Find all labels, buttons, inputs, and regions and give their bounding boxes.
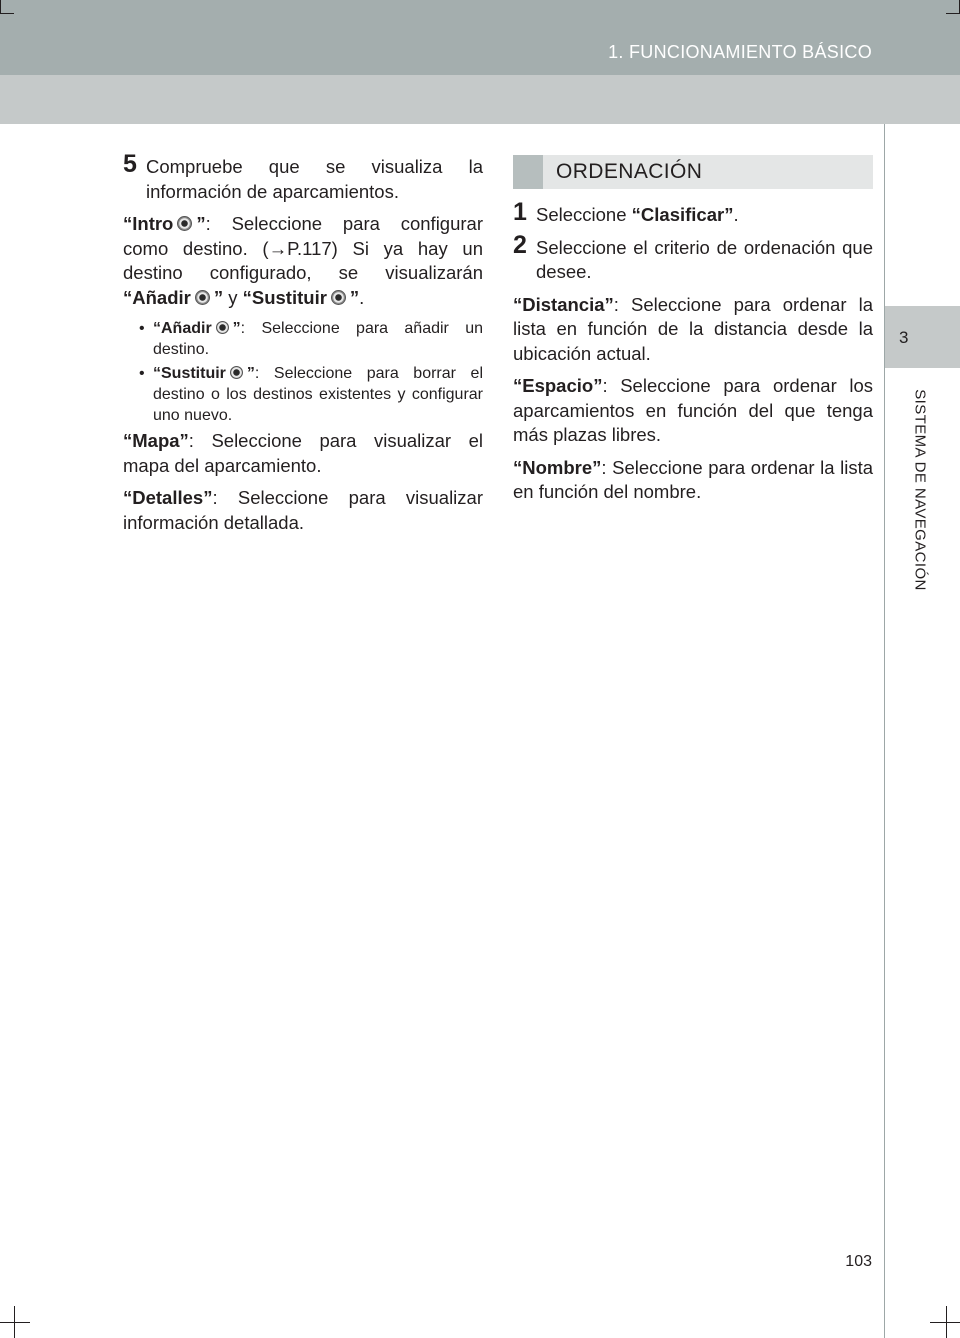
mapa-paragraph	[123, 429, 483, 478]
clasificar-label: “Clasificar”	[631, 204, 734, 225]
crop-mark	[946, 13, 960, 14]
intro-label: “Intro	[123, 213, 174, 234]
espacio-label: “Espacio”	[513, 375, 603, 396]
header-dark-strip	[0, 0, 960, 75]
crop-mark	[0, 1322, 30, 1323]
detalles-text: : Seleccione para visualizar información detallada.	[123, 487, 483, 533]
espacio-paragraph	[513, 374, 873, 448]
bullet-text: : Seleccione para borrar el destino o los destinos existentes y configurar uno nuevo.	[153, 365, 483, 424]
mapa-label: “Mapa”	[123, 430, 189, 451]
detalles-paragraph	[123, 486, 483, 535]
anadir-label: “Añadir	[123, 286, 191, 308]
section-header-title: 1. FUNCIONAMIENTO BÁSICO	[608, 42, 872, 62]
mapa-text: : Seleccione para visualizar el mapa del aparcamiento.	[123, 430, 483, 476]
distancia-paragraph	[513, 293, 873, 367]
step-number: 1	[513, 198, 527, 226]
bullet-label-close: ”	[232, 320, 241, 337]
bullet-label-close: ”	[246, 365, 255, 382]
select-button-icon	[195, 290, 210, 305]
bullet-text: : Seleccione para añadir un destino.	[153, 320, 483, 358]
section-heading-text: ORDENACIÓN	[556, 160, 703, 183]
sustituir-label: “Sustituir	[242, 286, 327, 308]
heading-block	[513, 155, 543, 189]
anadir-label-close: ”	[213, 286, 224, 308]
bullet-dot: •	[139, 320, 145, 337]
bullet-anadir	[123, 318, 483, 360]
step-5	[123, 150, 483, 204]
select-button-icon	[331, 290, 346, 305]
crop-mark	[930, 1322, 960, 1323]
chapter-title-vertical: SISTEMA DE NAVEGACIÓN	[911, 389, 929, 591]
left-column	[123, 150, 483, 543]
nombre-paragraph	[513, 456, 873, 505]
page-number: 103	[845, 1253, 872, 1270]
select-button-icon	[177, 216, 192, 231]
nombre-label: “Nombre”	[513, 456, 602, 478]
intro-label-close: ”	[196, 213, 206, 234]
intro-end: .	[359, 286, 365, 308]
step-end: .	[733, 204, 739, 225]
detalles-label: “Detalles”	[123, 487, 213, 508]
right-column	[513, 155, 873, 513]
intro-paragraph	[123, 212, 483, 310]
chapter-number: 3	[899, 328, 909, 347]
step-number: 2	[513, 230, 527, 259]
crop-mark	[0, 13, 14, 14]
step-number: 5	[123, 150, 137, 178]
step-text: Seleccione	[536, 204, 632, 225]
bullet-sustituir	[123, 363, 483, 426]
and-text: y	[223, 286, 243, 308]
step-text: Compruebe que se visualiza la información de aparcamientos.	[146, 156, 483, 202]
section-heading-ordenacion	[513, 155, 873, 189]
step-2	[513, 230, 873, 285]
step-text: Seleccione el criterio de ordenación que desee.	[536, 236, 873, 282]
crop-mark	[0, 0, 1, 14]
select-button-icon	[216, 321, 229, 334]
bullet-label: “Añadir	[153, 320, 212, 337]
step-1	[513, 198, 873, 228]
select-button-icon	[230, 366, 243, 379]
espacio-text: : Seleccione para ordenar los aparcamientos en función del que tenga más plazas libres.	[513, 375, 873, 445]
distancia-label: “Distancia”	[513, 293, 614, 315]
sustituir-label-close: ”	[349, 286, 360, 308]
chapter-tab	[885, 306, 960, 368]
nombre-text: : Seleccione para ordenar la lista en función del nombre.	[513, 456, 873, 502]
distancia-text: : Seleccione para ordenar la lista en función de la distancia desde la ubicación actual.	[513, 293, 873, 364]
bullet-dot: •	[139, 365, 145, 382]
bullet-label: “Sustituir	[153, 365, 226, 382]
intro-text: : Seleccione para configurar como destino. (→P.117) Si ya hay un destino configurado, se visualizarán	[123, 213, 483, 283]
